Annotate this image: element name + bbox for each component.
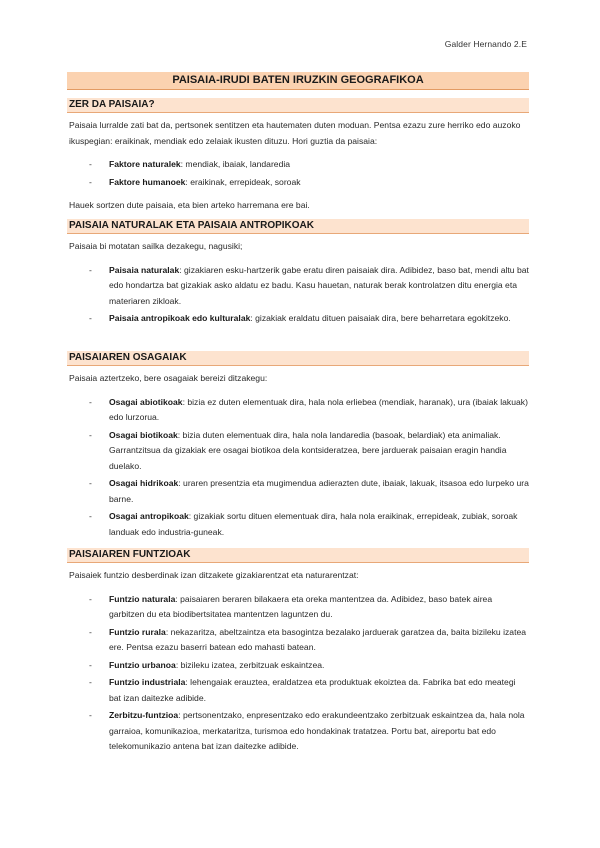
bullet-list: [67, 592, 529, 755]
section-what-is-landscape: [67, 98, 529, 222]
section-heading: PAISAIAREN OSAGAIAK: [67, 351, 529, 366]
item-term: Faktore humanoek: [109, 176, 186, 187]
item-text: : bizia duten elementuak dira, hala nola landaredia (basoak, belardiak) eta animaliak. Garrantzitsua da gizakiak ere osagai biotikoa dela kontsideratzea, bere jarduerak paisaian eragin handia duelako.: [109, 429, 507, 471]
item-term: Funtzio naturala: [109, 593, 176, 604]
section-outro: Hauek sortzen dute paisaia, eta bien arteko harremana ere bai.: [69, 200, 310, 210]
section-intro: Paisaia lurralde zati bat da, pertsonek sentitzen eta hautematen duten moduan. Pentsa ezazu zure herriko edo auzoko ikuspegian: eraikinak, mendiak edo zelaiak ikusten dituzu. Hori guztia da paisaia:: [69, 120, 521, 146]
list-item: - Paisaia antropikoak edo kulturalak: gizakiak eraldatu dituen paisaiak dira, bere beharretara egokitzeko.: [89, 313, 511, 323]
section-natural-anthropic: [67, 219, 529, 335]
section-heading: ZER DA PAISAIA?: [67, 98, 529, 113]
item-text: : nekazaritza, abeltzaintza eta basogintza bezalako jarduerak garatzea da, baita bizileku izatea ere. Pentsa ezazu baserri batean edo mahasti batean.: [109, 626, 527, 652]
item-text: : uraren presentzia eta mugimendua adierazten dute, ibaiak, lakuak, itsasoa edo lurpeko ura barne.: [109, 478, 529, 504]
item-text: : paisaiaren beraren bilakaera eta oreka mantentzea da. Adibidez, baso batek airea garbitzen du eta biodibertsitatea mantentzen laguntzen du.: [109, 593, 493, 619]
item-text: : bizia ez duten elementuak dira, hala nola erliebea (mendiak, haranak), ura (ibaiak lakuak) edo lurzorua.: [109, 396, 528, 422]
section-intro: Paisaia bi motatan sailka dezakegu, nagusiki;: [69, 241, 243, 251]
list-item: - Osagai biotikoak: bizia duten elementuak dira, hala nola landaredia (basoak, belardiak) eta animaliak. Garrantzitsua da gizakiak ere osagai biotikoa dela kontsideratzea, bere jarduerak paisaian eragin handia duelako.: [89, 429, 507, 471]
item-term: Zerbitzu-funtzioa: [109, 710, 179, 720]
list-item: - Osagai antropikoak: gizakiak sortu dituen elementuak dira, hala nola eraikinak, errepideak, zubiak, soroak landuak edo industria-guneak.: [89, 511, 518, 537]
list-item: - Paisaia naturalak: gizakiaren esku-hartzerik gabe eratu diren paisaiak dira. Adibidez, baso bat, mendi altu bat edo hondartza bat gizakiak asko aldatu ez badu. Kasu hauetan, naturak berak kontrolatzen ditu energia eta materiaren zikloak.: [89, 264, 529, 306]
item-text: : gizakiak eraldatu dituen paisaiak dira, bere beharretara egokitzeko.: [250, 313, 511, 323]
section-intro: Paisaia aztertzeko, bere osagaiak bereizi ditzakegu:: [69, 373, 268, 383]
item-term: Osagai hidrikoak: [109, 478, 179, 488]
item-term: Funtzio urbanoa: [109, 659, 176, 670]
item-text: : pertsonentzako, enpresentzako edo erakundeentzako zerbitzuak eskaintzea da, hala nola garraioa, komunikazioa, merkataritza, turismoa edo hondakinak tratatzea. Portu bat, aireportu bat edo telekomunikazio antena bat izan daitezke adibide.: [109, 710, 525, 751]
item-text: : eraikinak, errepideak, soroak: [185, 176, 301, 187]
item-text: : gizakiaren esku-hartzerik gabe eratu diren paisaiak dira. Adibidez, baso bat, mendi altu bat edo hondartza bat gizakiak asko aldatu ez badu. Kasu hauetan, naturak berak kontrolatzen ditu energia eta materiaren zikloak.: [109, 264, 529, 306]
item-term: Paisaia naturalak: [109, 264, 180, 275]
section-components: [67, 351, 529, 548]
bullet-list: [67, 263, 529, 327]
list-item: - Funtzio naturala: paisaiaren beraren bilakaera eta oreka mantentzea da. Adibidez, baso batek airea garbitzen du eta biodibertsitatea mantentzen laguntzen du.: [89, 593, 493, 619]
list-item: - Osagai abiotikoak: bizia ez duten elementuak dira, hala nola erliebea (mendiak, haranak), ura (ibaiak lakuak) edo lurzorua.: [89, 396, 528, 422]
list-item: - Funtzio industriala: lehengaiak erauztea, eraldatzea eta produktuak ekoiztea da. Fabrika bat edo meategi bat izan daitezke adibide.: [89, 677, 516, 703]
list-item: - Faktore naturalek: mendiak, ibaiak, landaredia: [89, 159, 291, 169]
list-item: - Funtzio rurala: nekazaritza, abeltzaintza eta basogintza bezalako jarduerak garatzea da, baita bizileku izatea ere. Pentsa ezazu baserri batean edo mahasti batean.: [89, 626, 527, 652]
item-term: Osagai antropikoak: [109, 511, 189, 521]
bullet-list: [67, 157, 529, 190]
section-intro: Paisaiek funtzio desberdinak izan ditzakete gizakiarentzat eta naturarentzat:: [69, 570, 359, 580]
item-term: Paisaia antropikoak edo kulturalak: [109, 313, 251, 323]
section-functions: [67, 548, 529, 763]
item-text: : mendiak, ibaiak, landaredia: [180, 159, 291, 169]
section-heading: PAISAIAREN FUNTZIOAK: [67, 548, 529, 563]
list-item: - Faktore humanoek: eraikinak, errepideak, soroak: [89, 176, 301, 187]
item-term: Funtzio rurala: [109, 626, 166, 637]
document-title: PAISAIA-IRUDI BATEN IRUZKIN GEOGRAFIKOA: [67, 72, 529, 90]
item-text: : gizakiak sortu dituen elementuak dira, hala nola eraikinak, errepideak, zubiak, soroak landuak edo industria-guneak.: [109, 511, 518, 537]
item-text: : lehengaiak erauztea, eraldatzea eta produktuak ekoiztea da. Fabrika bat edo meategi bat izan daitezke adibide.: [109, 677, 516, 703]
item-term: Osagai abiotikoak: [109, 396, 183, 407]
item-term: Osagai biotikoak: [109, 429, 178, 440]
bullet-list: [67, 395, 529, 541]
section-heading: PAISAIA NATURALAK ETA PAISAIA ANTROPIKOAK: [67, 219, 529, 234]
list-item: - Zerbitzu-funtzioa: pertsonentzako, enpresentzako edo erakundeentzako zerbitzuak eskaintzea da, hala nola garraioa, komunikazioa, merkataritza, turismoa edo hondakinak tratatzea. Portu bat, aireportu bat edo telekomunikazio antena bat izan daitezke adibide.: [89, 710, 525, 751]
list-item: - Funtzio urbanoa: bizileku izatea, zerbitzuak eskaintzea.: [89, 659, 325, 670]
author-name: Galder Hernando 2.E: [444, 39, 527, 49]
item-term: Faktore naturalek: [109, 159, 181, 169]
item-term: Funtzio industriala: [109, 677, 186, 687]
item-text: : bizileku izatea, zerbitzuak eskaintzea.: [175, 659, 325, 670]
list-item: - Osagai hidrikoak: uraren presentzia eta mugimendua adierazten dute, ibaiak, lakuak, itsasoa edo lurpeko ura barne.: [89, 478, 529, 504]
